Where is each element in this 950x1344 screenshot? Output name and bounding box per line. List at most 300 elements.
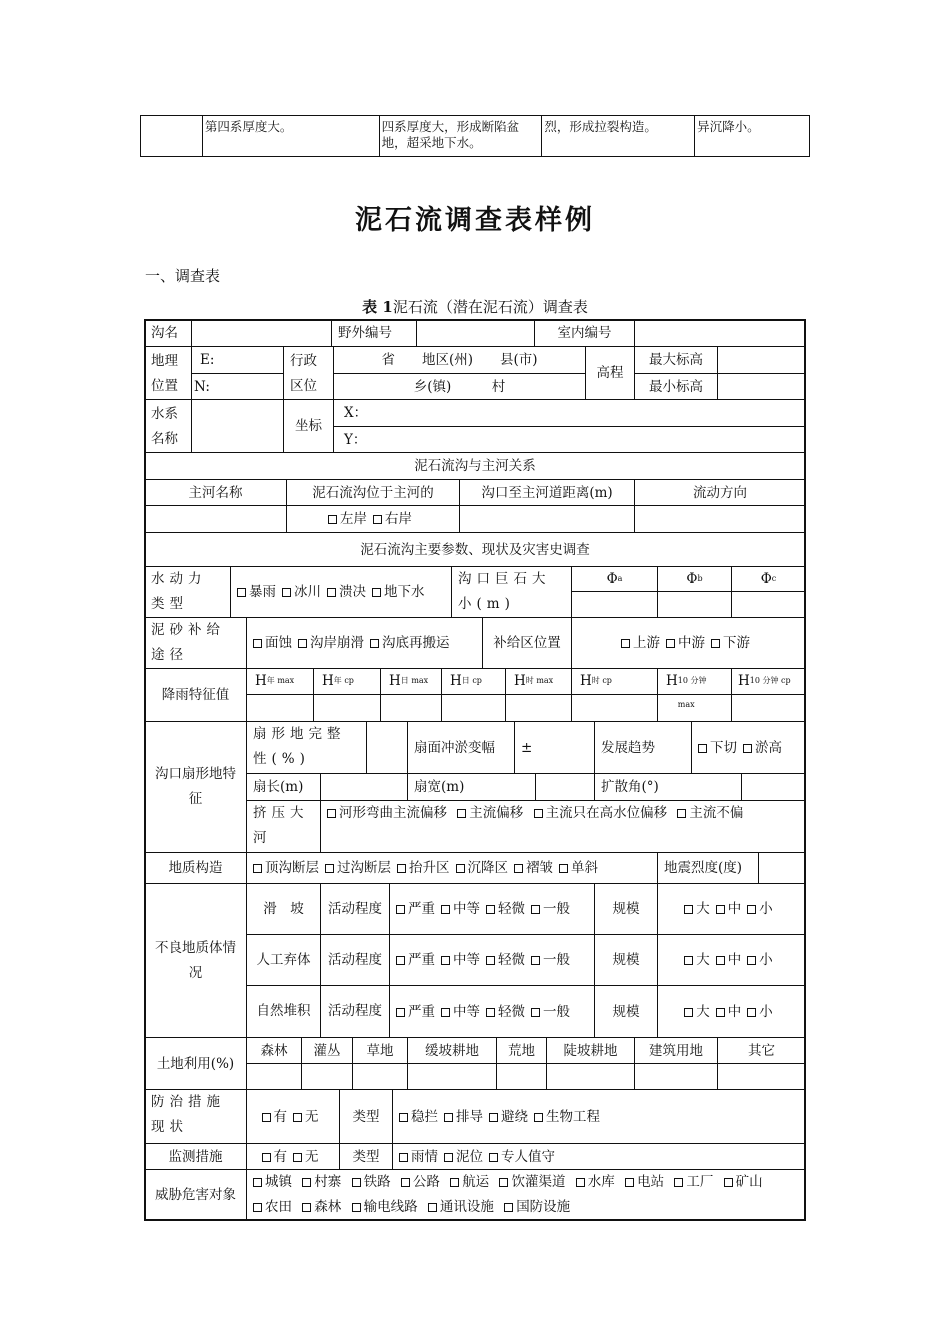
option-no[interactable] [293, 1105, 319, 1129]
section-heading: 一、调查表 [145, 267, 221, 285]
subscript: 10 分钟 max [677, 676, 707, 709]
option-medium[interactable] [441, 897, 480, 921]
table-number: 表 1 [362, 298, 393, 316]
label-text: 泥砂补给途径 [151, 622, 225, 663]
checkbox-icon [293, 1153, 302, 1162]
checkbox-icon [486, 1008, 495, 1017]
rain-col-header [313, 668, 381, 695]
params-section-header: 泥石流沟主要参数、现状及灾害史调查 [144, 532, 806, 567]
rain-value-field[interactable] [657, 694, 732, 722]
checkbox-icon [747, 956, 756, 965]
checkbox-icon [489, 1153, 498, 1162]
checkbox-icon [534, 809, 543, 818]
land-use-field[interactable] [246, 1063, 302, 1090]
longitude-field[interactable]: E: [191, 346, 284, 374]
prevention-type-options [392, 1089, 806, 1144]
checkbox-icon [747, 1008, 756, 1017]
checkbox-icon [262, 1153, 271, 1162]
option-label: 小 [759, 901, 773, 917]
rain-value-field[interactable] [441, 694, 506, 722]
option-label: 小 [759, 952, 773, 968]
checkbox-icon [486, 956, 495, 965]
label-main-river-name: 主河名称 [144, 479, 287, 506]
label-text: 沟口扇形地特征 [155, 766, 236, 807]
rain-value-field[interactable] [313, 694, 381, 722]
option-bank-collapse[interactable] [298, 631, 364, 655]
squeeze-options [320, 800, 806, 853]
option-label: 通讯设施 [439, 1199, 494, 1215]
checkbox-icon [399, 1113, 408, 1122]
checkbox-icon [302, 1178, 311, 1187]
rain-value-field[interactable] [571, 694, 658, 722]
label-text: 防治措施现状 [151, 1094, 225, 1135]
checkbox-icon [253, 639, 262, 648]
right-bank-checkbox[interactable] [373, 507, 412, 531]
checkbox-icon [684, 1008, 693, 1017]
option-general[interactable] [531, 1000, 570, 1024]
option-label: 严重 [408, 952, 435, 968]
label-text: 活动程度 [328, 900, 382, 917]
option-subsidence[interactable] [456, 856, 509, 880]
page-title: 泥石流调查表样例 [355, 205, 595, 236]
checkbox-icon [724, 1178, 733, 1187]
activity-options [389, 883, 595, 935]
y-coordinate-field[interactable]: Y： [333, 426, 806, 453]
option-power-station[interactable] [625, 1174, 664, 1190]
label-text: Φ [686, 571, 698, 587]
option-groundwater[interactable] [372, 580, 425, 604]
label-field-number: 野外编号 [331, 319, 417, 347]
checkbox-icon [441, 956, 450, 965]
option-label: 大 [696, 901, 710, 917]
label-type: 类型 [339, 1143, 393, 1170]
option-uplift[interactable] [397, 856, 450, 880]
label-phi-a [571, 566, 658, 592]
option-label: 城镇 [265, 1174, 292, 1190]
seismic-intensity-field[interactable] [758, 852, 806, 884]
threat-row-1 [253, 1174, 769, 1190]
option-label: 工厂 [686, 1174, 714, 1190]
checkbox-icon [352, 1203, 361, 1212]
checkbox-icon [499, 1178, 508, 1187]
land-col-header: 灌丛 [301, 1037, 353, 1064]
option-label: 轻微 [498, 1003, 525, 1020]
label-activity [320, 883, 390, 935]
checkbox-icon [372, 588, 381, 597]
label-text: 活动程度 [328, 951, 382, 968]
subscript: 日 cp [461, 676, 482, 685]
latitude-field[interactable]: N: [191, 373, 284, 400]
option-yes[interactable] [262, 1145, 288, 1169]
checkbox-icon [444, 1113, 453, 1122]
option-irrigation[interactable] [499, 1174, 565, 1190]
label-min-elevation: 最小标高 [634, 373, 718, 400]
option-defense[interactable] [504, 1199, 570, 1215]
label-land-use: 土地利用(%) [144, 1037, 247, 1090]
option-label: 面蚀 [265, 635, 292, 651]
land-use-field[interactable] [496, 1063, 547, 1090]
option-mine[interactable] [724, 1174, 763, 1190]
geology-options [246, 852, 658, 884]
option-label: 无 [305, 1148, 319, 1165]
rain-col-header [246, 668, 314, 695]
option-aggradation[interactable] [743, 736, 782, 760]
label-landslide: 滑 坡 [246, 883, 321, 935]
option-label: 严重 [408, 1003, 435, 1020]
land-use-field[interactable] [634, 1063, 718, 1090]
checkbox-icon [441, 905, 450, 914]
fan-change-field[interactable]: ± [514, 721, 595, 774]
option-label: 轻微 [498, 901, 525, 917]
province-district-county-field[interactable]: 省 地区(州) 县(市) [333, 346, 586, 374]
label-text: 自然堆积 [256, 1003, 311, 1019]
label-supply-position: 补给区位置 [482, 617, 572, 669]
option-no[interactable] [293, 1145, 319, 1169]
left-bank-checkbox[interactable] [328, 507, 367, 531]
option-severe[interactable] [396, 1000, 435, 1024]
option-label: 中等 [453, 1003, 480, 1020]
gully-name-field[interactable] [191, 319, 332, 347]
option-town[interactable] [253, 1174, 292, 1190]
label-sediment-supply [144, 617, 247, 669]
option-label: 公路 [412, 1174, 440, 1190]
table-caption [0, 296, 950, 317]
checkbox-icon [576, 1178, 585, 1187]
option-label: 中等 [453, 901, 480, 917]
fan-width-field[interactable] [535, 773, 595, 801]
label-text: 威胁危害对象 [155, 1186, 236, 1203]
fan-length-field[interactable] [320, 773, 408, 801]
checkbox-icon [531, 905, 540, 914]
threat-row-2 [253, 1199, 576, 1215]
label-text: H [389, 673, 401, 689]
checkbox-icon [534, 1113, 543, 1122]
sediment-options [246, 617, 483, 669]
trend-options [691, 721, 806, 774]
rain-value-field[interactable] [505, 694, 572, 722]
option-yes[interactable] [262, 1105, 288, 1129]
checkbox-icon [396, 905, 405, 914]
option-label: 一般 [543, 901, 570, 917]
option-label: 无 [305, 1108, 319, 1125]
label-text: H [255, 673, 267, 689]
land-col-header: 其它 [717, 1037, 806, 1064]
label-bad-geology [144, 883, 247, 1038]
option-retaining[interactable] [399, 1105, 438, 1129]
option-railway[interactable] [352, 1174, 391, 1190]
option-label: 铁路 [363, 1174, 391, 1190]
subscript: 年 max [266, 676, 295, 685]
label-water: 水系 [151, 406, 178, 422]
label-threat-targets [144, 1169, 247, 1221]
label-text: 挤压大河 [253, 805, 309, 846]
option-shipping[interactable] [450, 1174, 489, 1190]
field-number-field[interactable] [416, 319, 535, 347]
x-coordinate-field[interactable]: X： [333, 399, 806, 427]
monitoring-yes-no [246, 1143, 340, 1170]
label-text: H [450, 673, 462, 689]
rain-value-field[interactable] [380, 694, 442, 722]
label-fan-change: 扇面冲淤变幅 [407, 721, 515, 774]
label-admin-area [283, 346, 334, 400]
option-label: 下切 [710, 739, 737, 756]
flow-direction-field[interactable] [634, 505, 806, 533]
label-phi-b [657, 566, 732, 592]
option-severe[interactable] [396, 948, 435, 972]
label-spread-angle: 扩散角(°) [594, 773, 742, 801]
table-cell: 第四系厚度大。 [202, 116, 379, 157]
option-high-water-shift[interactable] [534, 805, 668, 821]
option-glacier[interactable] [282, 580, 321, 604]
checkbox-icon [514, 864, 523, 873]
label-scale: 规模 [594, 883, 658, 935]
option-no-shift[interactable] [677, 805, 743, 821]
checkbox-icon [327, 588, 336, 597]
option-factory[interactable] [674, 1174, 713, 1190]
option-label: 主流只在高水位偏移 [545, 805, 668, 821]
option-label: 国防设施 [516, 1199, 571, 1215]
option-head-fault[interactable] [253, 856, 319, 880]
option-label: 河形弯曲主流偏移 [339, 805, 447, 821]
option-large[interactable] [684, 897, 710, 921]
label-geology: 地质构造 [144, 852, 247, 884]
label-natural-accumulation [246, 985, 321, 1038]
checkbox-icon [441, 1008, 450, 1017]
label-squeeze-river [246, 800, 321, 853]
option-small[interactable] [747, 897, 773, 921]
option-surface-erosion[interactable] [253, 631, 292, 655]
option-power-line[interactable] [352, 1199, 418, 1215]
option-bend-shift[interactable] [327, 805, 447, 821]
checkbox-icon [677, 809, 686, 818]
checkbox-icon [352, 1178, 361, 1187]
option-midstream[interactable] [666, 631, 705, 655]
option-village[interactable] [302, 1174, 341, 1190]
subscript: 时 max [525, 676, 554, 685]
option-label: 电站 [637, 1174, 665, 1190]
option-general[interactable] [531, 897, 570, 921]
label-hydro-type [144, 566, 231, 618]
checkbox-icon [674, 1178, 683, 1187]
checkbox-icon [397, 864, 406, 873]
land-use-field[interactable] [352, 1063, 408, 1090]
land-col-header: 建筑用地 [634, 1037, 718, 1064]
phi-b-field[interactable] [657, 591, 732, 618]
option-slight[interactable] [486, 897, 525, 921]
table-cell: 四系厚度大，形成断陷盆地，超采地下水。 [379, 116, 542, 157]
checkbox-icon [399, 1153, 408, 1162]
label-fan-features [144, 721, 247, 853]
option-upstream[interactable] [621, 631, 660, 655]
label-text: 水动力类型 [151, 571, 207, 612]
label-trend: 发展趋势 [594, 721, 692, 774]
option-small[interactable] [747, 948, 773, 972]
option-label: 褶皱 [526, 860, 553, 876]
label-water-system [144, 399, 192, 453]
min-elevation-field[interactable] [717, 373, 806, 400]
distance-field[interactable] [459, 505, 635, 533]
label-fan-length: 扇长(m) [246, 773, 321, 801]
scale-options [657, 934, 806, 986]
checkbox-icon [716, 1008, 725, 1017]
option-label: 中 [727, 901, 742, 917]
option-label: 过沟断层 [337, 860, 391, 876]
option-label: 顶沟断层 [265, 860, 319, 876]
option-main-shift[interactable] [457, 805, 523, 821]
rain-col-header [505, 668, 572, 695]
checkbox-icon [428, 1203, 437, 1212]
label-activity [320, 934, 390, 986]
checkbox-icon [666, 639, 675, 648]
relation-section-header: 泥石流沟与主河关系 [144, 452, 806, 480]
checkbox-icon [489, 1113, 498, 1122]
land-col-header: 草地 [352, 1037, 408, 1064]
option-rain[interactable] [399, 1145, 438, 1169]
label-type: 类型 [339, 1089, 393, 1144]
scale-options [657, 883, 806, 935]
bank-options [286, 505, 460, 533]
option-monocline[interactable] [559, 856, 598, 880]
option-mid[interactable] [716, 948, 742, 972]
option-label: 沉降区 [467, 860, 508, 876]
option-label: 沟底再搬运 [382, 635, 450, 651]
checkbox-icon [328, 515, 337, 524]
label-activity [320, 985, 390, 1038]
option-label: 生物工程 [546, 1108, 600, 1125]
option-rainstorm[interactable] [237, 580, 276, 604]
option-watchman[interactable] [489, 1145, 555, 1169]
option-label: 雨情 [411, 1148, 438, 1165]
label-text: 人工弃体 [256, 951, 311, 968]
option-label: 沟岸崩滑 [310, 635, 364, 651]
checkbox-icon [262, 1113, 271, 1122]
label-fan-completeness [246, 721, 367, 774]
label-scale: 规模 [594, 934, 658, 986]
table-row [141, 116, 810, 157]
checkbox-icon [456, 864, 465, 873]
land-use-field[interactable] [301, 1063, 353, 1090]
label-scale: 规模 [594, 985, 658, 1038]
checkbox-icon [711, 639, 720, 648]
option-label: 单斜 [571, 860, 598, 876]
label-boulder-size [451, 566, 572, 618]
phi-a-field[interactable] [571, 591, 658, 618]
phi-c-field[interactable] [731, 591, 806, 618]
option-label: 避绕 [501, 1108, 528, 1125]
town-village-field[interactable]: 乡(镇) 村 [333, 373, 586, 400]
label-text: 扇形地完整性(%) [253, 726, 346, 767]
option-drainage[interactable] [444, 1105, 483, 1129]
max-elevation-field[interactable] [717, 346, 806, 374]
option-medium[interactable] [441, 1000, 480, 1024]
option-mid[interactable] [716, 897, 742, 921]
subscript: 10 分钟 cp [749, 676, 791, 685]
previous-table-fragment [140, 115, 810, 157]
subscript: 时 cp [591, 676, 612, 685]
option-label: 航运 [462, 1174, 490, 1190]
land-use-field[interactable] [407, 1063, 497, 1090]
option-fold[interactable] [514, 856, 553, 880]
option-incision[interactable] [698, 736, 737, 760]
main-river-name-field[interactable] [144, 505, 287, 533]
option-avoidance[interactable] [489, 1105, 528, 1129]
option-farmland[interactable] [253, 1199, 292, 1215]
option-medium[interactable] [441, 948, 480, 972]
option-small[interactable] [747, 1000, 773, 1024]
supply-position-options [571, 617, 806, 669]
label-elevation: 高程 [585, 346, 635, 400]
option-forest[interactable] [302, 1199, 341, 1215]
land-col-header: 陡坡耕地 [546, 1037, 635, 1064]
option-severe[interactable] [396, 897, 435, 921]
option-label: 中游 [678, 635, 705, 651]
checkbox-icon [298, 639, 307, 648]
option-general[interactable] [531, 948, 570, 972]
option-label: 中 [727, 1003, 742, 1020]
rain-col-header [657, 668, 732, 709]
option-bio-engineering[interactable] [534, 1105, 600, 1129]
option-bed-transport[interactable] [370, 631, 450, 655]
checkbox-icon [486, 905, 495, 914]
option-downstream[interactable] [711, 631, 750, 655]
checkbox-icon [253, 864, 262, 873]
option-cross-fault[interactable] [325, 856, 391, 880]
option-slight[interactable] [486, 1000, 525, 1024]
scale-options [657, 985, 806, 1038]
spread-angle-field[interactable] [741, 773, 806, 801]
land-use-field[interactable] [546, 1063, 635, 1090]
option-label: 稳拦 [411, 1108, 438, 1125]
checkbox-icon [293, 1113, 302, 1122]
option-large[interactable] [684, 1000, 710, 1024]
option-highway[interactable] [401, 1174, 440, 1190]
option-label: 主流偏移 [469, 805, 524, 821]
land-use-field[interactable] [717, 1063, 806, 1090]
hydro-type-options [230, 566, 452, 618]
option-mud-level[interactable] [444, 1145, 483, 1169]
option-large[interactable] [684, 948, 710, 972]
option-label: 右岸 [385, 511, 412, 527]
label-position-of-main-river: 泥石流沟位于主河的 [286, 479, 460, 506]
option-label: 矿山 [735, 1174, 763, 1190]
threat-options [246, 1169, 806, 1221]
label-geo-location [144, 346, 192, 400]
fan-completeness-field[interactable] [366, 721, 408, 774]
option-reservoir[interactable] [576, 1174, 615, 1190]
checkbox-icon [253, 1203, 262, 1212]
option-label: 饮灌渠道 [511, 1174, 566, 1190]
rain-value-field[interactable] [731, 694, 806, 722]
option-telecom[interactable] [428, 1199, 494, 1215]
option-label: 上游 [633, 635, 660, 651]
option-label: 下游 [723, 635, 750, 651]
prevention-yes-no [246, 1089, 340, 1144]
option-label: 大 [696, 1003, 710, 1020]
checkbox-icon [684, 956, 693, 965]
checkbox-icon [621, 639, 630, 648]
option-outburst[interactable] [327, 580, 366, 604]
label-flow-direction: 流动方向 [634, 479, 806, 506]
land-col-header: 森林 [246, 1037, 302, 1064]
indoor-number-field[interactable] [634, 319, 806, 347]
water-system-field[interactable] [191, 399, 284, 453]
option-slight[interactable] [486, 948, 525, 972]
option-label: 水库 [587, 1174, 615, 1190]
checkbox-icon [625, 1178, 634, 1187]
rain-value-field[interactable] [246, 694, 314, 722]
option-mid[interactable] [716, 1000, 742, 1024]
label-text: 不良地质体情况 [155, 939, 236, 981]
